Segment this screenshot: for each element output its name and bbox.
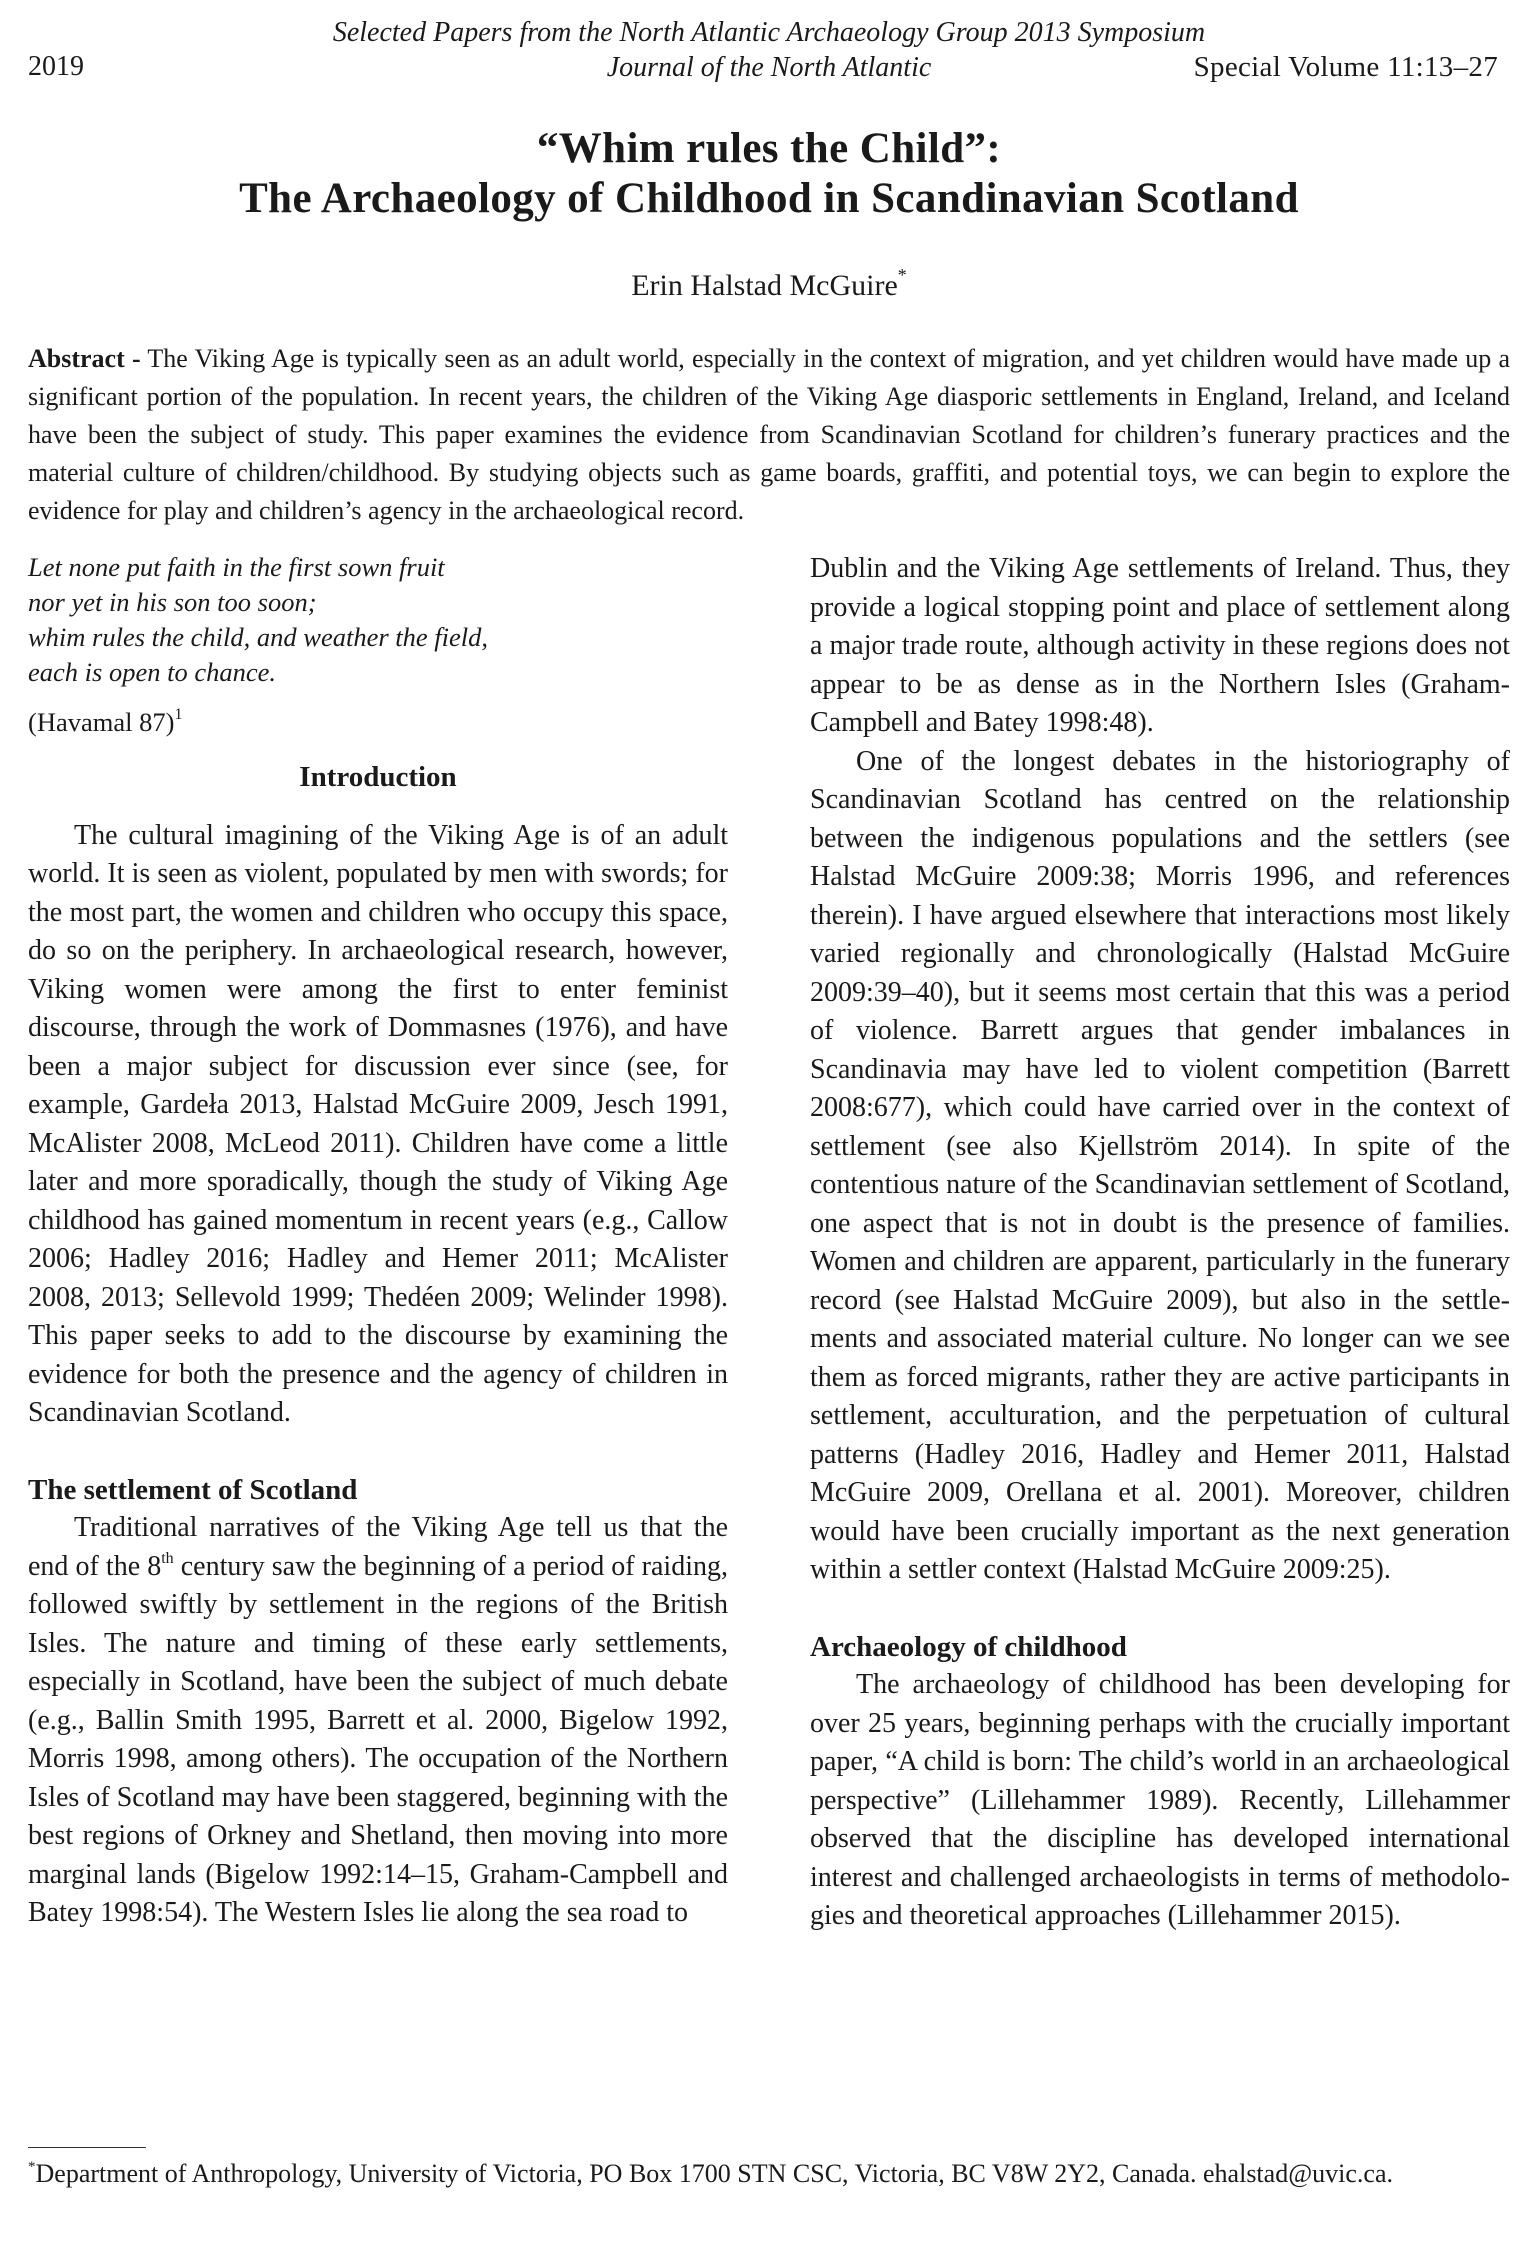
debate-paragraph: One of the longest debates in the historiography of Scandinavian Scotland has centred on the relationship between the indigenous populations and the settlers (see Halstad McGuire 2009:38; Morris 1996, and references therein). I have argued elsewhere that interactions most likely varied regionally and chronologically (Halstad McGuire 2009:39–40), but it seems most certain that this was a period of violence. Barrett argues that gender imbalances in Scandinavia may have led to violent competition (Barrett 2008:677), which could have carried over in the context of settlement (see also Kjellström 2014). In spite of the contentious nature of the Scandinavian settlement of Scotland, one aspect that is not in doubt is the presence of families. Women and children are apparent, particularly in the funerary record (see Halstad McGuire 2009), but also in the settlements and associated material culture. No longer can we see them as forced migrants, rather they are active participants in settlement, acculturation, and the perpetuation of cultural patterns (Hadley 2016, Hadley and Hemer 2011, Halstad McGuire 2009, Orellana et al. 2001). Moreover, children would have been crucially important as the next generation within a settler context (Halstad McGuire 2009:25). (810, 745, 1510, 1585)
epigraph-source-text: (Havamal 87) (28, 707, 175, 737)
abstract-text: The Viking Age is typically seen as an adult world, especially in the context of migration, and yet children would have made up a significant portion of the population. In recent years, the children of the Viking Age diasporic settlements in England, Ireland, and Iceland have been the subject of study. This paper examines the evidence from Scandinavian Scotland for children’s funerary practices and the material culture of children/childhood. By studying objects such as game boards, graffiti, and potential toys, we can begin to explore the evidence for play and children’s agency in the archaeological record. (28, 344, 1511, 525)
author-affiliation-footnote (28, 2156, 1510, 2192)
journal-header (0, 0, 1538, 90)
author-name (0, 265, 1538, 304)
right-column (810, 550, 1510, 1936)
settlement-heading: The settlement of Scotland (28, 1473, 358, 1506)
publication-year: 2019 (28, 51, 84, 82)
childhood-heading: Archaeology of childhood (810, 1630, 1127, 1663)
journal-name: Journal of the North Atlantic (606, 52, 932, 83)
footnote-mark: * (28, 2159, 36, 2175)
footnote-rule (28, 2147, 146, 2148)
settlement-text-a: Traditional narratives of the Viking Age tell us that the end of the 8 (28, 1512, 728, 1582)
left-column (28, 550, 728, 1933)
epigraph-line: nor yet in his son too soon; (28, 587, 317, 617)
epigraph-line: whim rules the child, and weather the field, (28, 622, 489, 652)
ordinal-suffix: th (161, 1549, 174, 1567)
settlement-paragraph (28, 1509, 728, 1933)
epigraph-source (28, 704, 728, 740)
epigraph-line: each is open to chance. (28, 657, 276, 687)
abstract (28, 340, 1510, 530)
introduction-heading: Introduction (299, 761, 457, 793)
journal-series: Selected Papers from the North Atlantic Archaeology Group 2013 Symposium (332, 17, 1206, 48)
article-title-line-1: “Whim rules the Child”: (536, 125, 1002, 172)
settlement-text-b: century saw the beginning of a period of raiding, followed swiftly by settlement in the regions of the British Isles. The nature and timing of these early settlements, especially in Scotland, have been the subject of much debate (e.g., Ballin Smith 1995, Barrett et al. 2000, Bigelow 1992, Morris 1998, among others). The occupation of the Northern Isles of Scotland may have been staggered, beginning with the best regions of Orkney and Shetland, then moving into more marginal lands (Bigelow 1992:14–15, Graham-Campbell and Batey 1998:54). The Western Isles lie along the sea road to (28, 1550, 728, 1928)
author-name-text: Erin Halstad McGuire (631, 269, 898, 302)
epigraph (28, 550, 728, 690)
introduction-paragraph: The cultural imagining of the Viking Age is of an adult world. It is seen as violent, populated by men with swords; for the most part, the women and children who occupy this space, do so on the periphery. In archaeological research, however, Viking women were among the first to enter feminist discourse, through the work of Dommasnes (1976), and have been a major subject for discussion ever since (see, for example, Gardeła 2013, Halstad McGuire 2009, Jesch 1991, McAlister 2008, McLeod 2011). Children have come a little later and more sporadically, though the study of Viking Age childhood has gained momentum in recent years (e.g., Callow 2006; Hadley 2016; Hadley and Hemer 2011; McAlister 2008, 2013; Sellevold 1999; Thedéen 2009; Welinder 1998). This paper seeks to add to the discourse by examining the evidence for both the presence and the agency of children in Scandinavian Scotland. (28, 819, 728, 1428)
childhood-paragraph: The archaeology of childhood has been developing for over 25 years, beginning perhaps with the crucially important paper, “A child is born: The child’s world in an archaeological perspective” (Lillehammer 1989). Recently, Lillehammer observed that the discipline has developed international interest and challenged archaeologists in terms of methodologies and theoretical approaches (Lillehammer 2015). (810, 1669, 1510, 1931)
author-footnote-mark: * (897, 265, 907, 285)
volume-pages: Special Volume 11:13–27 (1193, 51, 1498, 83)
epigraph-line: Let none put faith in the first sown fruit (28, 552, 445, 582)
settlement-continued-paragraph: Dublin and the Viking Age settlements of Ireland. Thus, they provide a logical stopping point and place of settlement along a major trade route, although activity in these regions does not appear to be as dense as in the Northern Isles (Graham-Campbell and Batey 1998:48). (810, 553, 1510, 738)
footnote-text: Department of Anthropology, University of Victoria, PO Box 1700 STN CSC, Victoria, BC V8W 2Y2, Canada. ehalstad@uvic.ca. (35, 2159, 1393, 2188)
abstract-label: Abstract - (28, 344, 141, 373)
article-title-line-2: The Archaeology of Childhood in Scandinavian Scotland (239, 175, 1299, 222)
endnote-mark: 1 (174, 706, 183, 723)
